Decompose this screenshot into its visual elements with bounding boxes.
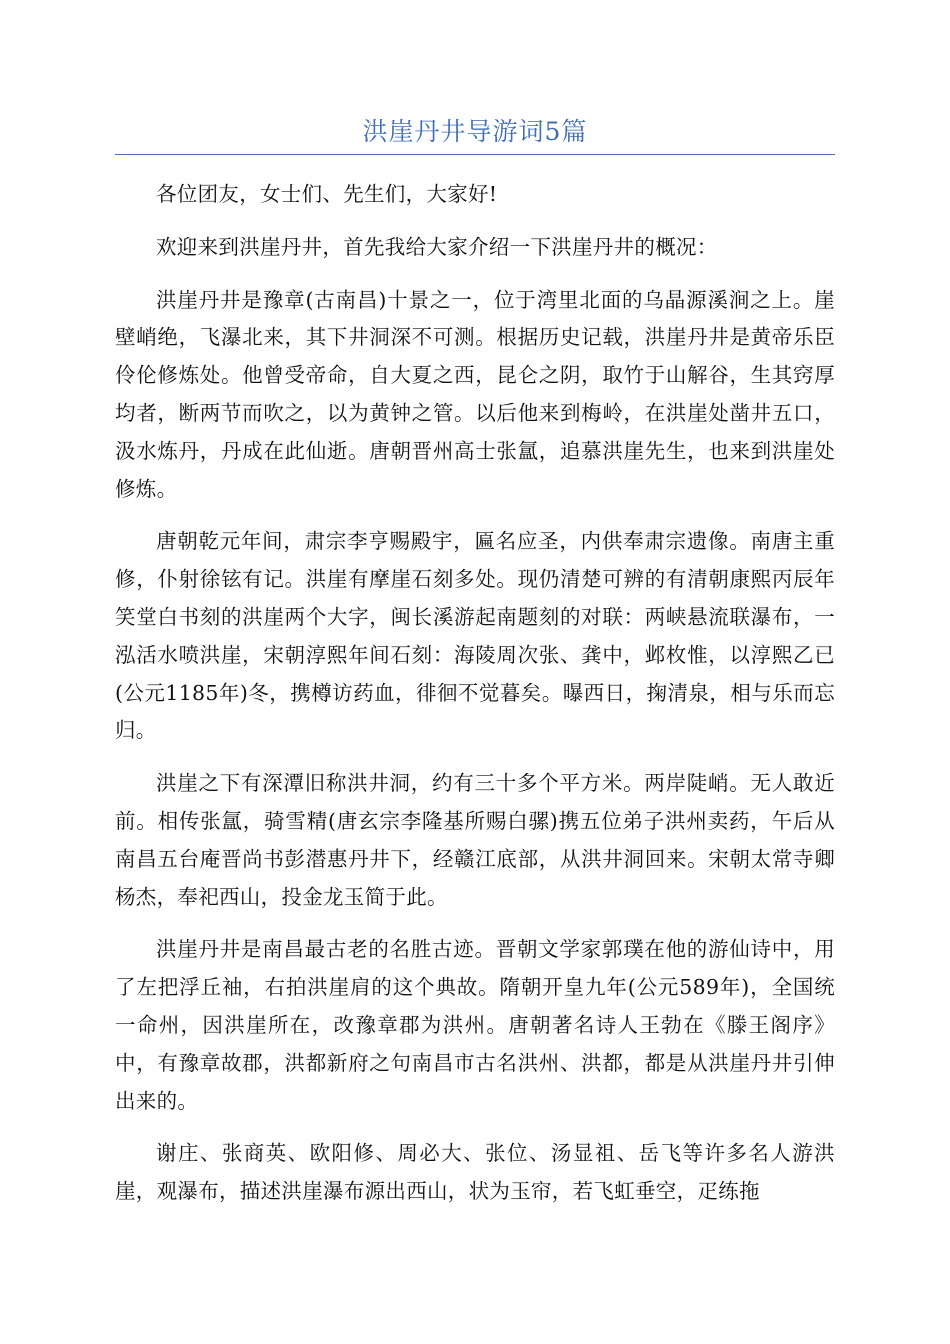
paragraph-deep-pool: 洪崖之下有深潭旧称洪井洞，约有三十多个平方米。两岸陡峭。无人敢近前。相传张氲，骑雪精(唐玄宗李隆基所赐白骡)携五位弟子洪州卖药，午后从南昌五台庵晋尚书彭潜惠丹井下，经赣江底部，从洪井洞回来。宋朝太常寺卿杨杰，奉祀西山，投金龙玉简于此。 xyxy=(115,771,835,909)
paragraph-tang-dynasty: 唐朝乾元年间，肃宗李亨赐殿宇，匾名应圣，内供奉肃宗遗像。南唐主重修，仆射徐铉有记。洪崖有摩崖石刻多处。现仍清楚可辨的有清朝康熙丙辰年笑堂白书刻的洪崖两个大字，闽长溪游起南题刻的对联：两峡悬流联瀑布，一泓活水喷洪崖，宋朝淳熙年间石刻：海陵周次张、龚中，邺枚惟，以淳熙乙已(公元1185年)冬，携樽访药血，徘徊不觉暮矣。曝西日，掬清泉，相与乐而忘归。 xyxy=(115,529,835,743)
document-body xyxy=(115,176,835,1226)
paragraph-greeting: 各位团友，女士们、先生们，大家好! xyxy=(156,182,498,206)
paragraph-overview: 洪崖丹井是豫章(古南昌)十景之一，位于湾里北面的乌晶源溪涧之上。崖壁峭绝，飞瀑北来，其下井洞深不可测。根据历史记载，洪崖丹井是黄帝乐臣伶伦修炼处。他曾受帝命，自大夏之西，昆仑之阴，取竹于山解谷，生其窍厚均者，断两节而吹之，以为黄钟之管。以后他来到梅岭，在洪崖处凿井五口，汲水炼丹，丹成在此仙逝。唐朝晋州高士张氲，追慕洪崖先生，也来到洪崖处修炼。 xyxy=(115,287,835,501)
paragraph-welcome: 欢迎来到洪崖丹井，首先我给大家介绍一下洪崖丹井的概况： xyxy=(156,234,718,259)
title-underline xyxy=(115,154,835,155)
paragraph-famous-visitors: 谢庄、张商英、欧阳修、周必大、张位、汤显祖、岳飞等许多名人游洪崖，观瀑布，描述洪崖瀑布源出西山，状为玉帘，若飞虹垂空，疋练拖 xyxy=(115,1141,835,1204)
page-title: 洪崖丹井导游词5篇 xyxy=(362,117,588,146)
paragraph-oldest-site: 洪崖丹井是南昌最古老的名胜古迹。晋朝文学家郭璞在他的游仙诗中，用了左把浮丘袖，右拍洪崖肩的这个典故。隋朝开皇九年(公元589年)，全国统一命州，因洪崖所在，改豫章郡为洪州。唐朝著名诗人王勃在《滕王阁序》中，有豫章故郡，洪都新府之句南昌市古名洪州、洪都，都是从洪崖丹井引伸出来的。 xyxy=(115,937,835,1113)
